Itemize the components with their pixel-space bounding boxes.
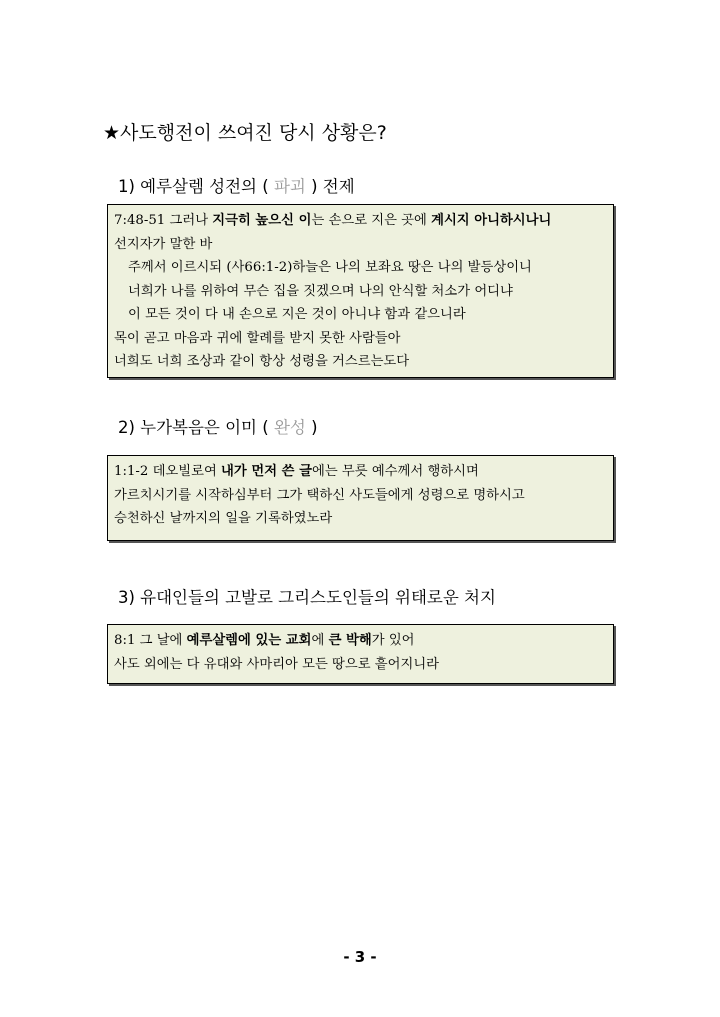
scripture-box-1 <box>107 204 614 378</box>
scripture-emphasis: 계시지 아니하시나니 <box>431 213 552 228</box>
scripture-line <box>114 209 607 233</box>
scripture-text: 가 있어 <box>371 633 415 648</box>
scripture-line <box>114 303 607 327</box>
scripture-text: 사도 외에는 다 유대와 사마리아 모든 땅으로 흩어지니라 <box>114 656 440 672</box>
section-heading-1 <box>118 173 355 197</box>
scripture-box-3 <box>107 624 614 684</box>
scripture-text: 1:1-2 데오빌로여 <box>114 464 222 479</box>
scripture-text: 는 손으로 지은 곳에 <box>311 213 432 228</box>
scripture-text: 이 모든 것이 다 내 손으로 지은 것이 아니냐 함과 같으니라 <box>128 307 466 322</box>
heading-text: 2) 누가복음은 이미 ( <box>118 418 274 437</box>
scripture-emphasis: 예루살렘에 있는 교회 <box>186 633 312 648</box>
scripture-text: 에는 무릇 예수께서 행하시며 <box>312 464 479 479</box>
scripture-line <box>114 233 607 257</box>
scripture-line <box>114 653 607 677</box>
scripture-box-2 <box>107 455 614 541</box>
scripture-text: 목이 곧고 마음과 귀에 할례를 받지 못한 사람들아 <box>114 330 401 346</box>
scripture-line <box>114 280 607 304</box>
scripture-text: 8:1 그 날에 <box>114 633 187 648</box>
scripture-text: 너희가 나를 위하여 무슨 집을 짓겠으며 나의 안식할 처소가 어디냐 <box>128 283 513 299</box>
heading-text: 3) 유대인들의 고발로 그리스도인들의 위태로운 처지 <box>118 588 496 607</box>
scripture-line <box>114 460 607 484</box>
scripture-text: 너희도 너희 조상과 같이 항상 성령을 거스르는도다 <box>114 354 410 369</box>
scripture-line <box>114 327 607 351</box>
scripture-emphasis: 지극히 높으신 이 <box>212 213 312 228</box>
scripture-text: 에 <box>311 633 329 648</box>
section-heading-3 <box>118 584 496 608</box>
heading-text-suffix: ) <box>305 418 318 437</box>
heading-text: 1) 예루살렘 성전의 ( <box>118 177 274 196</box>
scripture-text: 승천하신 날까지의 일을 기록하였노라 <box>114 511 333 526</box>
page-title: ★사도행전이 쓰여진 당시 상황은? <box>103 122 387 144</box>
scripture-line <box>114 256 607 280</box>
heading-blank-answer: 완성 <box>273 418 306 437</box>
scripture-line <box>114 629 607 653</box>
scripture-text: 주께서 이르시되 (사66:1-2)하늘은 나의 보좌요 땅은 나의 발등상이니 <box>128 260 532 275</box>
section-heading-2 <box>118 414 318 438</box>
scripture-text: 가르치시기를 시작하심부터 그가 택하신 사도들에게 성령으로 명하시고 <box>114 487 525 503</box>
scripture-text: 선지자가 말한 바 <box>114 236 213 252</box>
scripture-line <box>114 484 607 508</box>
scripture-line <box>114 350 607 374</box>
heading-text-suffix: ) 전제 <box>305 177 355 196</box>
scripture-emphasis: 내가 먼저 쓴 글 <box>221 464 312 479</box>
heading-blank-answer: 파괴 <box>273 177 306 196</box>
page-number: - 3 - <box>343 948 377 966</box>
scripture-text: 7:48-51 그러나 <box>114 213 213 228</box>
scripture-emphasis: 큰 박해 <box>328 633 372 648</box>
scripture-line <box>114 507 607 531</box>
